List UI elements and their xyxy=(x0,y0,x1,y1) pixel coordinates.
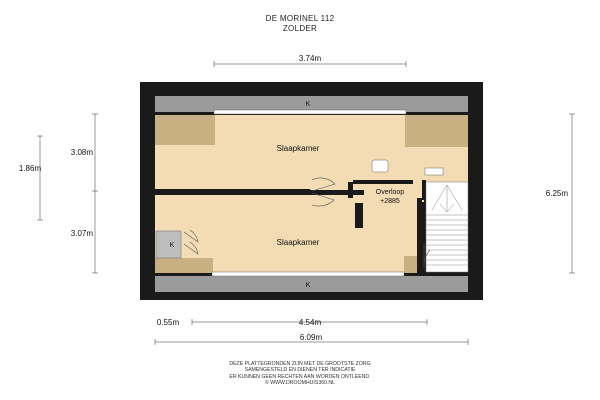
disclaimer-line-4: © WWW.DROOMHUIS360.NL xyxy=(264,380,336,387)
window-top xyxy=(214,110,406,114)
landing-right-wall xyxy=(417,198,422,273)
radiator xyxy=(425,168,443,175)
window-bottom xyxy=(212,272,404,276)
sink xyxy=(372,160,388,172)
low-ceiling-top-left xyxy=(155,115,215,145)
dim-right-height: 6.25m xyxy=(545,189,568,198)
landing-label: Overloop xyxy=(375,189,405,196)
disclaimer xyxy=(0,361,600,387)
plan-floor-name: ZOLDER xyxy=(282,24,318,33)
roof-band-bottom xyxy=(155,276,468,292)
dim-bottom-inner: 4.54m xyxy=(298,318,322,327)
divider-wall-right xyxy=(353,180,413,184)
dim-left-upper: 3.08m xyxy=(70,148,93,157)
landing-lower-wall xyxy=(422,180,426,200)
storage-left xyxy=(156,231,181,258)
plan-address: DE MORINEL 112 xyxy=(265,14,335,23)
roof-band-top-label: K xyxy=(305,101,311,108)
bedroom-top-label: Slaapkamer xyxy=(276,144,320,153)
dim-bottom-total: 6.09m xyxy=(299,333,323,342)
roof-band-top xyxy=(155,96,468,112)
divider-wall-left xyxy=(155,189,310,194)
low-ceiling-bottom-right xyxy=(404,256,417,273)
bedroom-bottom-label: Slaapkamer xyxy=(276,238,320,247)
low-ceiling-bottom-left xyxy=(155,258,213,273)
column-block xyxy=(355,203,363,228)
dim-left-outer: 1.86m xyxy=(18,164,42,173)
disclaimer-line-3: ER KUNNEN GEEN RECHTEN AAN WORDEN ONTLEEND. xyxy=(229,373,371,380)
disclaimer-line-1: DEZE PLATTEGRONDEN ZIJN MET DE GROOTSTE ZORG xyxy=(229,361,371,367)
low-ceiling-top-right xyxy=(405,115,468,147)
landing-level-label: +2885 xyxy=(380,198,400,205)
dim-top-width: 3.74m xyxy=(298,54,322,63)
storage-left-label: K xyxy=(169,242,175,249)
divider-wall-mid xyxy=(348,182,353,198)
dim-bottom-small: 0.55m xyxy=(156,318,180,327)
dim-left-lower: 3.07m xyxy=(70,229,93,238)
roof-band-bottom-label: K xyxy=(305,282,311,289)
disclaimer-line-2: SAMENGESTELD EN DIENEN TER INDICATIE xyxy=(244,367,356,374)
